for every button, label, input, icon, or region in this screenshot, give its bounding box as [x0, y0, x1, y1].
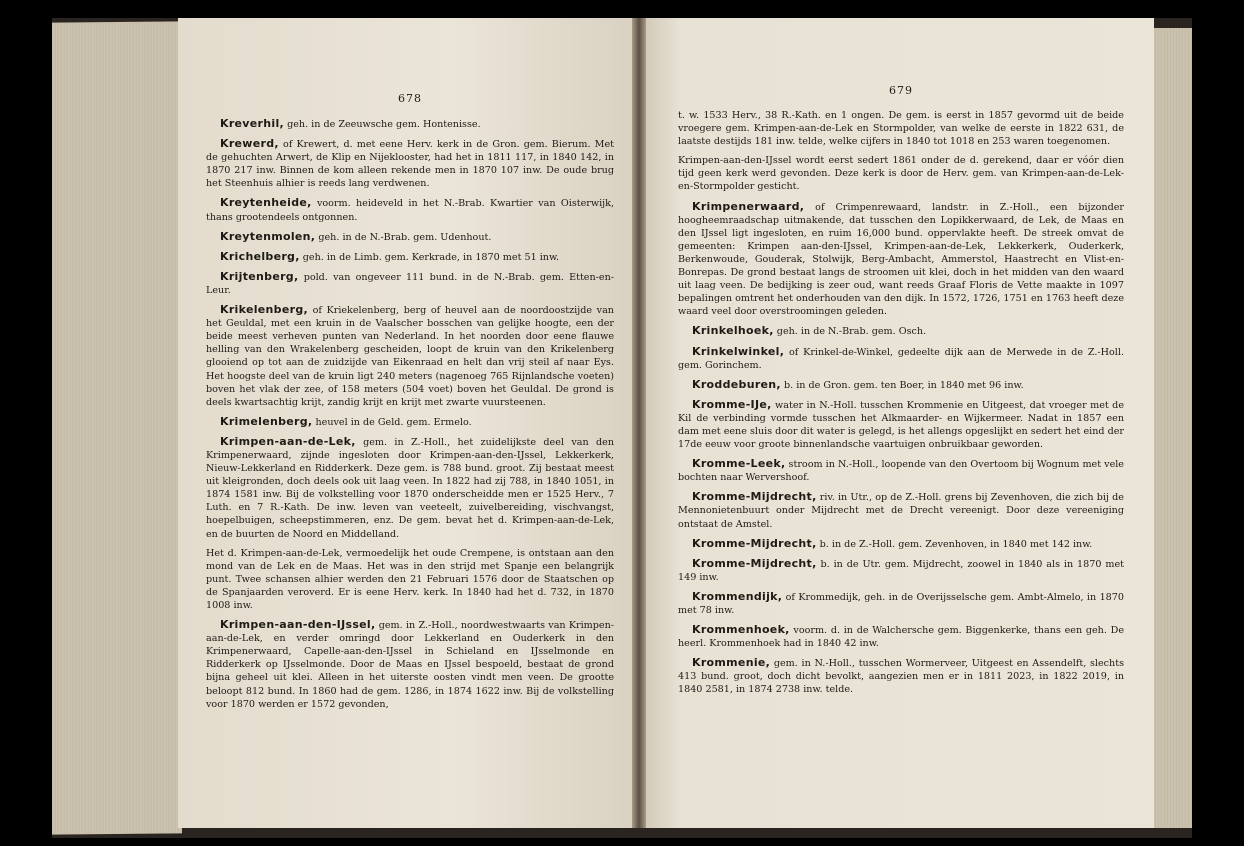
- entry-text: geh. in de Limb. gem. Kerkrade, in 1870 met 51 inw.: [299, 251, 560, 263]
- entry-text: t. w. 1533 Herv., 38 R.-Kath. en 1 ongen. De gem. is eerst in 1857 gevormd uit de beide vroegere gem. Krimpen-aan-de-Lek en Stormpolder, van welke de eerste in 1822 631, de laatste destijds 181 inw. telde, welke cijfers in 1840 tot 1018 en 253 waren toegenomen.: [678, 110, 1124, 148]
- entry-text: geh. in de Zeeuwsche gem. Hontenisse.: [284, 119, 481, 130]
- entry-text: b. in de Utr. gem. Mijdrecht, zoowel in 1840 als in 1870 met 149 inw.: [678, 558, 1124, 583]
- entry-headword: Kromme-Mijdrecht,: [692, 556, 817, 570]
- entry-headword: Krimpenerwaard,: [692, 199, 805, 213]
- entry-headword: Kreverhil,: [220, 117, 285, 130]
- entry-text: voorm. d. in de Walchersche gem. Biggenkerke, thans een geh. De heerl. Krommenhoek had in 1840 42 inw.: [678, 625, 1124, 650]
- entry-headword: Krijtenberg,: [220, 269, 299, 283]
- dictionary-entry: [206, 230, 614, 244]
- entry-headword: Kroddeburen,: [692, 377, 781, 391]
- entry-headword: Krommenie,: [692, 656, 771, 670]
- entry-text: of Krewert, d. met eene Herv. kerk in de Gron. gem. Bierum. Met de gehuchten Arwert, de Klip en Nijeklooster, had het in 1811 117, in 1840 142, in 1870 217 inw. Binnen de kom alleen rekende men in 1870 107 inw. De oude brug het Steenhuis alhier is reeds lang verdwenen.: [206, 139, 614, 190]
- entry-headword: Krichelberg,: [220, 249, 300, 263]
- dictionary-entry: [678, 557, 1124, 584]
- entry-text: gem. in Z.-Holl., noordwestwaarts van Krimpen-aan-de-Lek, en verder omringd door Lekkerland en Ouderkerk in den Krimpenerwaard, Capelle-aan-den-IJssel in Schieland en IJsselmonde en Ridderkerk op IJsselmonde. Door de Maas en IJssel bespoeld, bestaat de grond bijna geheel uit klei. Alleen in het uiterste oosten vindt men veen. De grootte beloopt 812 bund. In 1860 had de gem. 1286, in 1874 1622 inw. Bij de volkstelling voor 1870 werden er 1572 gevonden,: [206, 620, 614, 710]
- entry-text: stroom in N.-Holl., loopende van den Overtoom bij Wognum met vele bochten naar Wervershoof.: [678, 459, 1124, 484]
- entry-text: gem. in Z.-Holl., het zuidelijkste deel van den Krimpenerwaard, zijnde ingesloten door Krimpen-aan-den-IJssel, Lekkerkerk, Nieuw-Lekkerland en Ridderkerk. Deze gem. is 788 bund. groot. Zij bestaat meest uit kleigronden, doch deels ook uit laag veen. In 1822 had zij 788, in 1840 1051, in 1874 1581 inw. Bij de volkstelling voor 1870 onderscheidde men er 1525 Herv., 7 Luth. en 7 R.-Kath. De inw. leven van veeteelt, zuivelbereiding, vischvangst, hoepelbuigen, scheepstimmeren, enz. De gem. bevat het d. Krimpen-aan-de-Lek, en de buurten de Noord en Middelland.: [206, 436, 614, 540]
- page-edges-right: [1152, 28, 1192, 828]
- dictionary-entry: [678, 109, 1124, 148]
- dictionary-entry: [206, 547, 614, 612]
- page-edges-left: [52, 21, 182, 834]
- entry-text: of Kriekelenberg, berg of heuvel aan de noordoostzijde van het Geuldal, met een kruin in de Vaalscher bosschen van gelijke hoogte, een der beide meest verheven punten van Nederland. In het noorden door eene flauwe helling van den Wrakelenberg gescheiden, loopt de kruin van den Krikelenberg glooiend op tot aan de zuidzijde van Eikenraad en helt dan vrij steil af naar Eys. Het hoogste deel van de kruin ligt 240 meters (nagenoeg 765 Rijnlandsche voeten) boven het vlak der zee, of 158 meters (504 voet) boven het Geuldal. De grond is deels kwartsachtig krijt, zandig krijt en krijt met zwarte vuursteenen.: [206, 305, 614, 408]
- entry-headword: Krommendijk,: [692, 589, 783, 603]
- entry-headword: Kromme-Leek,: [692, 457, 786, 471]
- entry-headword: Kromme-Mijdrecht,: [692, 490, 817, 504]
- entry-headword: Krinkelwinkel,: [692, 344, 785, 358]
- entry-headword: Kromme-IJe,: [692, 397, 772, 411]
- entry-text: voorm. heideveld in het N.-Brab. Kwartier van Oisterwijk, thans grootendeels ontgonnen.: [206, 198, 614, 223]
- entry-text: geh. in de N.-Brab. gem. Osch.: [773, 326, 927, 338]
- entry-text: Krimpen-aan-den-IJssel wordt eerst sedert 1861 onder de d. gerekend, daar er vóór dien tijd geen kerk werd gevonden. Deze kerk is door de Herv. gem. van Krimpen-aan-de-Lek-en-Stormpolder gesticht.: [678, 155, 1124, 193]
- left-page: [178, 18, 636, 828]
- dictionary-entry: [678, 324, 1124, 338]
- entry-text: heuvel in de Geld. gem. Ermelo.: [312, 416, 472, 428]
- entry-text: b. in de Z.-Holl. gem. Zevenhoven, in 1840 met 142 inw.: [816, 538, 1093, 550]
- dictionary-entry: [206, 196, 614, 223]
- entry-list: [206, 117, 614, 711]
- right-page: [640, 18, 1154, 828]
- dictionary-entry: [678, 623, 1124, 650]
- entry-list: [678, 109, 1124, 697]
- entry-text: gem. in N.-Holl., tusschen Wormerveer, Uitgeest en Assendelft, slechts 413 bund. groot, doch dicht bevolkt, aangezien men er in 1811 2023, in 1822 2019, in 1840 2581, in 1874 2738 inw. telde.: [678, 658, 1124, 696]
- dictionary-entry: [678, 490, 1124, 530]
- dictionary-entry: [678, 457, 1124, 484]
- entry-headword: Krimpen-aan-de-Lek,: [220, 434, 356, 448]
- dictionary-entry: [206, 435, 614, 541]
- entry-text: pold. van ongeveer 111 bund. in de N.-Brab. gem. Etten-en-Leur.: [206, 271, 614, 296]
- dictionary-entry: [206, 618, 614, 711]
- entry-text: geh. in de N.-Brab. gem. Udenhout.: [315, 231, 492, 243]
- dictionary-entry: [206, 415, 614, 429]
- dictionary-entry: [206, 250, 614, 264]
- entry-headword: Krikelenberg,: [220, 303, 308, 317]
- dictionary-entry: [678, 537, 1124, 551]
- entry-text: of Krinkel-de-Winkel, gedeelte dijk aan de Merwede in de Z.-Holl. gem. Gorinchem.: [678, 346, 1124, 371]
- entry-headword: Krewerd,: [220, 137, 279, 151]
- dictionary-entry: [678, 398, 1124, 451]
- entry-headword: Kreytenmolen,: [220, 229, 316, 243]
- dictionary-entry: [206, 270, 614, 297]
- entry-headword: Kreytenheide,: [220, 196, 312, 210]
- dictionary-entry: [678, 154, 1124, 193]
- entry-text: of Krommedijk, geh. in de Overijsselsche gem. Ambt-Almelo, in 1870 met 78 inw.: [678, 591, 1124, 616]
- page-number: 678: [398, 92, 422, 105]
- dictionary-entry: [678, 656, 1124, 696]
- dictionary-entry: [678, 345, 1124, 372]
- entry-text: b. in de Gron. gem. ten Boer, in 1840 met 96 inw.: [780, 379, 1024, 391]
- dictionary-entry: [206, 117, 614, 131]
- entry-text: Het d. Krimpen-aan-de-Lek, vermoedelijk het oude Crempene, is ontstaan aan den mond van de Lek en de Maas. Het was in den strijd met Spanje een belangrijk punt. Twee schansen alhier werden den 21 Februari 1576 door de Staatschen op de Spanjaarden veroverd. Er is eene Herv. kerk. In 1840 had het d. 732, in 1870 1008 inw.: [206, 547, 614, 611]
- entry-text: of Crimpenrewaard, landstr. in Z.-Holl., een bijzonder hoogheemraadschap uitmakende, dat tusschen den Lopikkerwaard, de Lek, de Maas en den IJssel ligt ingesloten, en ruim 16,000 bund. oppervlakte heeft. De streek omvat de gemeenten: Krimpen aan-den-IJssel, Krimpen-aan-de-Lek, Lekkerkerk, Ouderkerk, Berkenwoude, Gouderak, Stolwijk, Berg-Ambacht, Ammerstol, Haastrecht en Vlist-en-Bonrepas. De grond bestaat langs de stroomen uit klei, doch in het midden van den waard uit laag veen. De bedijking is zeer oud, want reeds Graaf Floris de Vette maakte in 1097 bepalingen omtrent het onderhouden van den dijk. In 1572, 1726, 1751 en 1763 heeft deze waard veel door overstroomingen geleden.: [678, 201, 1124, 318]
- dictionary-entry: [206, 137, 614, 190]
- dictionary-entry: [206, 303, 614, 409]
- entry-text: water in N.-Holl. tusschen Krommenie en Uitgeest, dat vroeger met de Kil de verbinding vormde tusschen het Alkmaarder- en Wijkermeer. Nadat in 1857 een dam met eene sluis door dit water is gelegd, is het allengs opgeslijkt en sedert het eind der 17de eeuw voor groote binnenlandsche vaartuigen onbruikbaar geworden.: [678, 399, 1124, 451]
- dictionary-entry: [678, 378, 1124, 392]
- dictionary-entry: [678, 200, 1124, 319]
- book-gutter: [632, 18, 646, 828]
- entry-headword: Krommenhoek,: [692, 623, 790, 637]
- page-number: 679: [889, 84, 913, 97]
- entry-headword: Kromme-Mijdrecht,: [692, 536, 817, 550]
- entry-headword: Krimelenberg,: [220, 414, 313, 428]
- dictionary-entry: [678, 590, 1124, 617]
- entry-headword: Krinkelhoek,: [692, 324, 774, 338]
- entry-headword: Krimpen-aan-den-IJssel,: [220, 618, 376, 632]
- entry-text: riv. in Utr., op de Z.-Holl. grens bij Zevenhoven, die zich bij de Mennonietenbuurt onder Mijdrecht met de Drecht vereenigt. Door deze vereeniging ontstaat de Amstel.: [678, 492, 1124, 530]
